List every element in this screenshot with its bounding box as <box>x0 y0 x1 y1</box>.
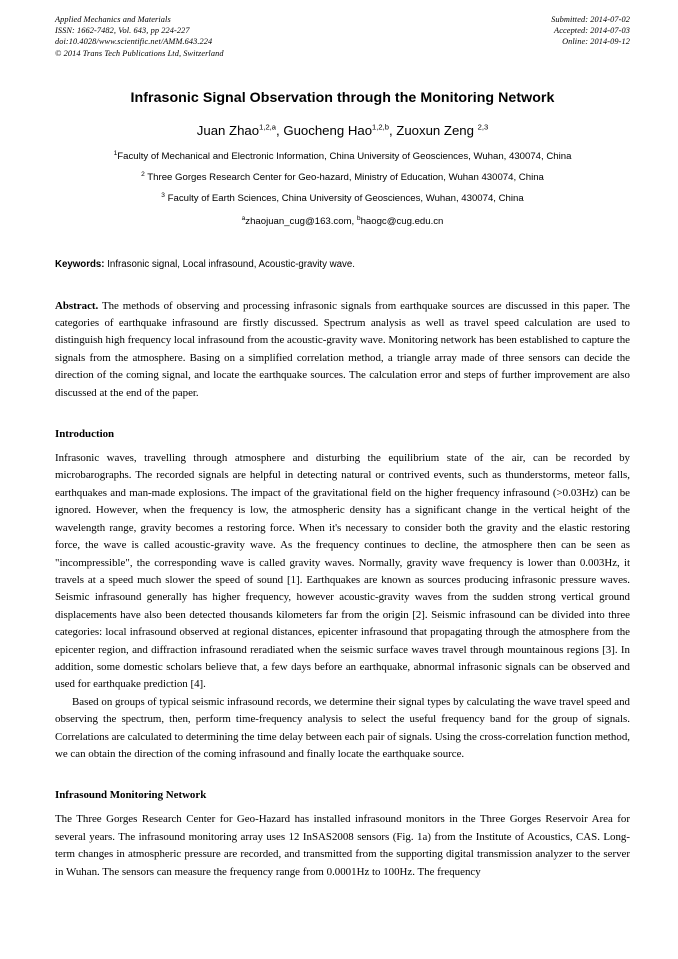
page-title: Infrasonic Signal Observation through the Monitoring Network <box>130 89 555 106</box>
email-marker: a <box>241 215 246 223</box>
introduction-paragraph-1: Infrasonic waves, travelling through atmosphere and disturbing the equilibrium state of the air, can be recorded by microbarographs. The recorded signals are helpful in detecting natural or contrived events, such as thunderstorms, meteor falls, earthquakes and man-made explosions. The impact of the gravitational field on the higher frequency infrasound (>0.03Hz) can be ignored. However, when the frequency is low, the atmospheric density has a significant change in the vertical height of the wavelength range, gravity becomes a restoring force. When it's necessary to consider both the gravity and the elastic restoring force, the wave is called acoustic-gravity wave. As the frequency continues to decline, the atmosphere then can be seen as "incompressible", the corresponding wave is called gravity waves. Normally, gravity wave frequency is lower than 0.003Hz, it travels at a speed much slower the speed of sound [1]. Earthquakes are known as sources producing infrasonic pressure waves. Seismic infrasound generally has higher frequency, however acoustic-gravity waves from the sudden strong vertical ground displacements have also been detected thousands kilometers far from the origin [2]. Seismic infrasound can be divided into three categories: local infrasound observed at regional distances, epicenter infrasound that propagating through the atmosphere from the epicenter region, and diffraction infrasound reradiated when the seismic surface waves travel through mountainous regions [3]. In addition, some domestic scholars believe that, a few days before an earthquake, abnormal infrasonic signals can be observed and used for earthquake prediction [4]. <box>55 452 630 691</box>
submitted-date: Submitted: 2014-07-02 <box>551 15 630 24</box>
keywords-value: Infrasonic signal, Local infrasound, Acoustic-gravity wave. <box>107 258 355 270</box>
affiliation-marker: 3 <box>161 192 165 200</box>
affiliation-text: Faculty of Earth Sciences, China University of Geosciences, Wuhan, 430074, China <box>167 193 524 205</box>
abstract-text: The methods of observing and processing infrasonic signals from earthquake sources are discussed in this paper. The categories of earthquake infrasound are firstly discussed. Spectrum analysis as well as travel speed calculation are used to distinguish high frequency local infrasound from the acoustic-gravity wave. Monitoring network has been established to capture the signals from the atmosphere. Basing on a simplified correlation method, a triangle array made of three sensors can decide the direction of the coming signal, and locate the earthquake sources. The calculation error and steps of further improvement are also discussed at the end of the paper. <box>55 299 630 399</box>
journal-doi: doi:10.4028/www.scientific.net/AMM.643.224 <box>55 37 213 47</box>
email-address[interactable]: zhaojuan_cug@163.com <box>245 216 352 228</box>
section-heading-introduction: Introduction <box>55 428 115 441</box>
affiliation-marker: 2 <box>141 170 145 178</box>
keywords-line <box>55 259 630 270</box>
author <box>396 123 488 138</box>
affiliation-text: Three Gorges Research Center for Geo-hazard, Ministry of Education, Wuhan 430074, China <box>147 172 544 184</box>
email-address[interactable]: haogc@cug.edu.cn <box>360 216 444 228</box>
author-list <box>55 123 630 138</box>
affiliation-text: Faculty of Mechanical and Electronic Information, China University of Geosciences, Wuhan, 430074, China <box>117 150 572 162</box>
journal-header-right <box>551 14 630 48</box>
affiliation-1 <box>55 150 630 164</box>
journal-copyright: © 2014 Trans Tech Publications Ltd, Switzerland <box>55 48 224 58</box>
abstract-paragraph <box>55 298 630 402</box>
section-heading-monitoring-network: Infrasound Monitoring Network <box>55 789 207 802</box>
author-separator: , <box>388 122 397 138</box>
email-marker: b <box>356 215 361 223</box>
author <box>197 123 284 138</box>
author-name: Guocheng Hao <box>283 122 373 138</box>
author-affiliation-marker: 2,3 <box>477 122 489 132</box>
author-affiliation-marker: 1,2,b <box>372 122 389 132</box>
monitoring-network-paragraph-1: The Three Gorges Research Center for Geo-Hazard has installed infrasound monitors in the Three Gorges Reservoir Area for several years. The infrasound monitoring array uses 12 InSAS2008 sensors (Fig. 1a) from the Institute of Acoustics, CAS. Long-term changes in atmospheric pressure are recorded, and transmitted from the supporting digital transmission analyzer to the server in Wuhan. The sensors can measure the frequency range from 0.0001Hz to 100Hz. The frequency <box>55 813 630 878</box>
journal-issn-volume: ISSN: 1662-7482, Vol. 643, pp 224-227 <box>55 26 190 36</box>
affiliation-2 <box>55 171 630 185</box>
affiliation-marker: 1 <box>113 149 118 157</box>
author-name: Zuoxun Zeng <box>396 122 474 138</box>
keywords-label: Keywords: <box>55 258 105 270</box>
abstract-label: Abstract. <box>55 299 99 312</box>
journal-name: Applied Mechanics and Materials <box>55 15 171 24</box>
affiliation-3 <box>55 192 630 206</box>
author-name: Juan Zhao <box>196 122 260 138</box>
introduction-paragraph-2: Based on groups of typical seismic infrasound records, we determine their signal types by calculating the wave travel speed and observing the spectrum, then, perform time-frequency analysis to select the useful frequency band for the group of signals. Correlations are calculated to determining the time delay between each pair of signals. Using the cross-correlation function method, we can obtain the direction of the coming infrasound and finally locate the earthquake source. <box>55 695 630 760</box>
journal-header <box>55 14 630 59</box>
online-date: Online: 2014-09-12 <box>562 37 630 47</box>
email-separator: , <box>351 216 357 228</box>
journal-header-left <box>55 14 224 59</box>
author-separator: , <box>276 122 284 138</box>
affiliation-list <box>55 150 630 230</box>
author-affiliation-marker: 1,2,a <box>259 122 276 132</box>
author <box>283 123 396 138</box>
accepted-date: Accepted: 2014-07-03 <box>554 26 630 36</box>
email-list <box>55 215 630 229</box>
